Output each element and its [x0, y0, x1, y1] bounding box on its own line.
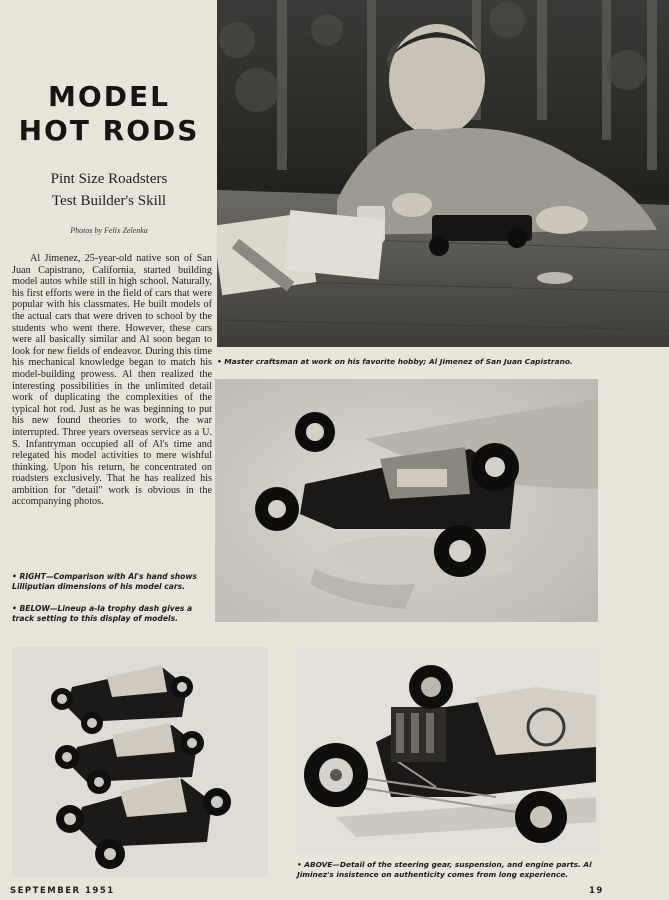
caption-above: • ABOVE—Detail of the steering gear, suspension, and engine parts. Al Jiminez's insistence on authenticity comes from long experience.: [297, 860, 592, 879]
photo-craftsman: [217, 0, 669, 347]
footer-date: SEPTEMBER 1951: [10, 886, 115, 896]
caption-top-photo: • Master craftsman at work on his favorite hobby; Al Jimenez of San Juan Capistrano.: [217, 357, 573, 366]
article-title: [10, 80, 208, 148]
title-line-1: MODEL: [48, 80, 170, 113]
caption-right: • RIGHT—Comparison with Al's hand shows Lilliputian dimensions of his model cars.: [12, 572, 197, 591]
article-subtitle: [10, 168, 208, 212]
photo-credit: Photos by Felix Zelenka: [70, 226, 148, 235]
caption-below: • BELOW—Lineup a-la trophy dash gives a track setting to this display of models.: [12, 604, 193, 623]
title-line-2: HOT RODS: [18, 114, 200, 147]
photo-lineup: [12, 647, 268, 877]
subtitle-line-1: Pint Size Roadsters: [50, 171, 168, 187]
footer-page-number: 19: [589, 886, 604, 896]
photo-hand-comparison: [215, 379, 598, 622]
subtitle-line-2: Test Builder's Skill: [51, 193, 167, 209]
article-body: Al Jimenez, 25-year-old native son of San Juan Capistrano, California, started building model autos while still in high school. Naturally, his first efforts were in the field of cars that were popular with his classmates. He built models of the actual cars that were driven to school by the students who went there. However, these cars were all basically similar and Al soon began to look for new fields of endeavor. During this time his mechanical knowledge began to match his model-building prowess. Al then realized the interesting possibilities in the unlimited detail work of duplicating the complexities of the typical hot rod. Just as he was beginning to put his new found theories to work, the war interrupted. Three years overseas service as a U. S. Infantryman occupied all of Al's time and relegated his model activities to mere wishful thinking. Upon his return, he concentrated on roadsters exclusively. That he has realized his ambition for "detail" work is obvious in the accompanying photos.: [12, 253, 212, 508]
photo-detail: [296, 647, 600, 853]
